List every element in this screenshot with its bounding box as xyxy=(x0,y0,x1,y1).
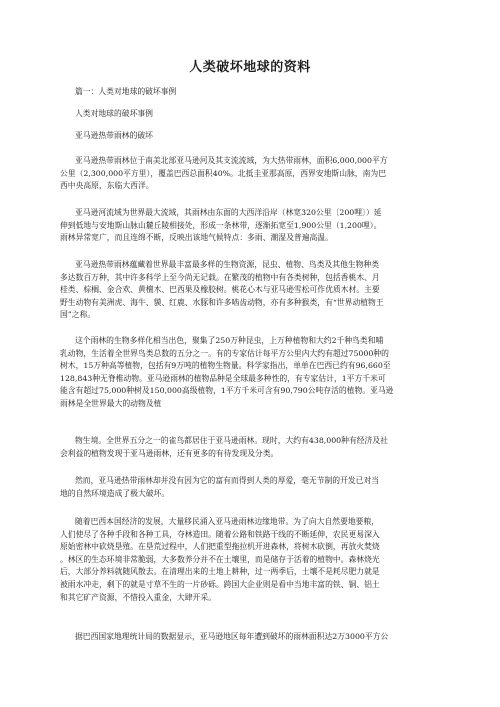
paragraph-6-line-3: 128,843种无脊椎动物。亚马逊雨林的植物品种是全球最多种性的，有专家估计，1平方千米可 xyxy=(60,373,386,383)
paragraph-5-line-0: 亚马逊热带雨林蕴藏着世界最丰富最多样的生物资源，昆虫、植物、鸟类及其他生物种类 xyxy=(75,260,380,269)
paragraph-3-line-0: 亚马逊热带雨林位于南美北部亚马逊河及其支流流域，为大热带雨林，面积6,000,000平方 xyxy=(75,156,388,165)
paragraph-6-line-4: 能含有超过75,000种树及150,000高级植物，1平方千米可含有90,790公吨存活的植物。亚马逊 xyxy=(60,386,394,396)
paragraph-9-line-0: 随着巴西本国经济的发展，大量移民涌入亚马逊雨林边缘地带。为了向大自然要地要粮， xyxy=(75,517,380,526)
paragraph-6-line-5: 雨林是全世界最大的动物及植 xyxy=(60,399,162,408)
paragraph-10-line-0: 据巴西国家地理统计局的数据显示，亚马逊地区每年遭到破坏的雨林面积达2万3000平方公 xyxy=(75,632,389,641)
paragraph-2-line-0: 亚马逊热带雨林的破坏 xyxy=(75,131,153,140)
paragraph-9-line-3: 。林区的生态环境非常脆弱，大多数养分并不在土壤里，而是储存于活着的植物中。森林烧光 xyxy=(60,554,380,564)
paragraph-3-line-1: 公里（2,300,000平方里），覆盖巴西总面积40%。北抵圭亚那高原，西界安地斯山脉，南为巴 xyxy=(60,168,386,178)
paragraph-6-line-2: 树木，15万种高等植物，包括有9万吨的植物生物量。科学家指出，单单在巴西已约有96,660至 xyxy=(60,361,391,371)
paragraph-6-line-0: 这个雨林的生物多样化相当出色，聚集了250万种昆虫，上万种植物和大约2千种鸟类和哺 xyxy=(75,336,384,345)
paragraph-9-line-4: 后，大部分养料就随风散去。在清理出来的土地上耕种，过一两季后，土壤不是耗尽肥力就是 xyxy=(60,567,380,577)
paragraph-7-line-1: 会利益的植物发现于亚马逊雨林，还有更多的有待发现及分类。 xyxy=(60,448,279,458)
paragraph-4-line-2: 雨林异常宽广，而且连绵不断，反映出该地气候特点：多雨、潮湿及普遍高温。 xyxy=(60,233,333,243)
paragraph-0-line-0: 篇一：人类对地球的破坏事例 xyxy=(75,87,177,96)
paragraph-1-line-0: 人类对地球的破坏事例 xyxy=(75,109,153,118)
paragraph-9-line-2: 原始密林中砍烧垦殖。在垦荒过程中，人们把重型拖拉机开进森林，将树木砍倒，再放火焚烧 xyxy=(60,542,380,552)
paragraph-3-line-2: 西中央高原，东临大西洋。 xyxy=(60,181,154,191)
paragraph-4-line-1: 伸到低地与安地斯山脉山麓丘陵相接处，形成一条林带，逐渐拓宽至1,900公里（1,200哩）。 xyxy=(60,220,382,230)
paragraph-9-line-6: 和其它矿产资源，不惜投入重金，大肆开采。 xyxy=(60,592,216,602)
paragraph-5-line-1: 多达数百万种，其中许多科学上至今尚无记载。在繁茂的植物中有各类树种，包括香桃木、月 xyxy=(60,272,380,282)
paragraph-9-line-5: 被雨水冲走，剩下的就是寸草不生的一片砂砾。跨国大企业则是看中当地丰富的铁、铜、铝土 xyxy=(60,580,380,589)
document-title: 人类破坏地球的资料 xyxy=(189,60,311,75)
paragraph-6-line-1: 乳动物，生活着全世界鸟类总数的五分之一。有的专家估计每平方公里内大约有超过75000种的 xyxy=(60,348,389,358)
paragraph-5-line-3: 野生动物有美洲虎、海牛、貘、红鹿、水豚和许多啮齿动物，亦有多种猴类，有“世界动植物王 xyxy=(60,297,384,307)
paragraph-4-line-0: 亚马逊河流域为世界最大流域，其雨林由东面的大西洋沿岸（林宽320公里〔200哩〕）延 xyxy=(75,208,382,217)
paragraph-5-line-2: 桂类、棕榈、金合欢、黄檀木、巴西果及橡胶树。桃花心木与亚马逊雪松可作优质木材。主要 xyxy=(60,285,380,295)
paragraph-7-line-0: 物生境。全世界五分之一的雀鸟都居住于亚马逊雨林。现时，大约有438,000种有经济及社 xyxy=(75,436,388,445)
paragraph-8-line-0: 然而，亚马逊热带雨林却并没有因为它的富有而得到人类的厚爱，毫无节制的开发已对当 xyxy=(75,476,380,485)
paragraph-9-line-1: 人们使尽了各种手段和各种工具，夺林造田。随着公路和铁路干线的不断延伸，农民更易深入 xyxy=(60,529,380,539)
paragraph-8-line-1: 地的自然环境造成了极大破坏。 xyxy=(60,488,170,498)
paragraph-5-line-4: 国”之称。 xyxy=(60,310,96,320)
